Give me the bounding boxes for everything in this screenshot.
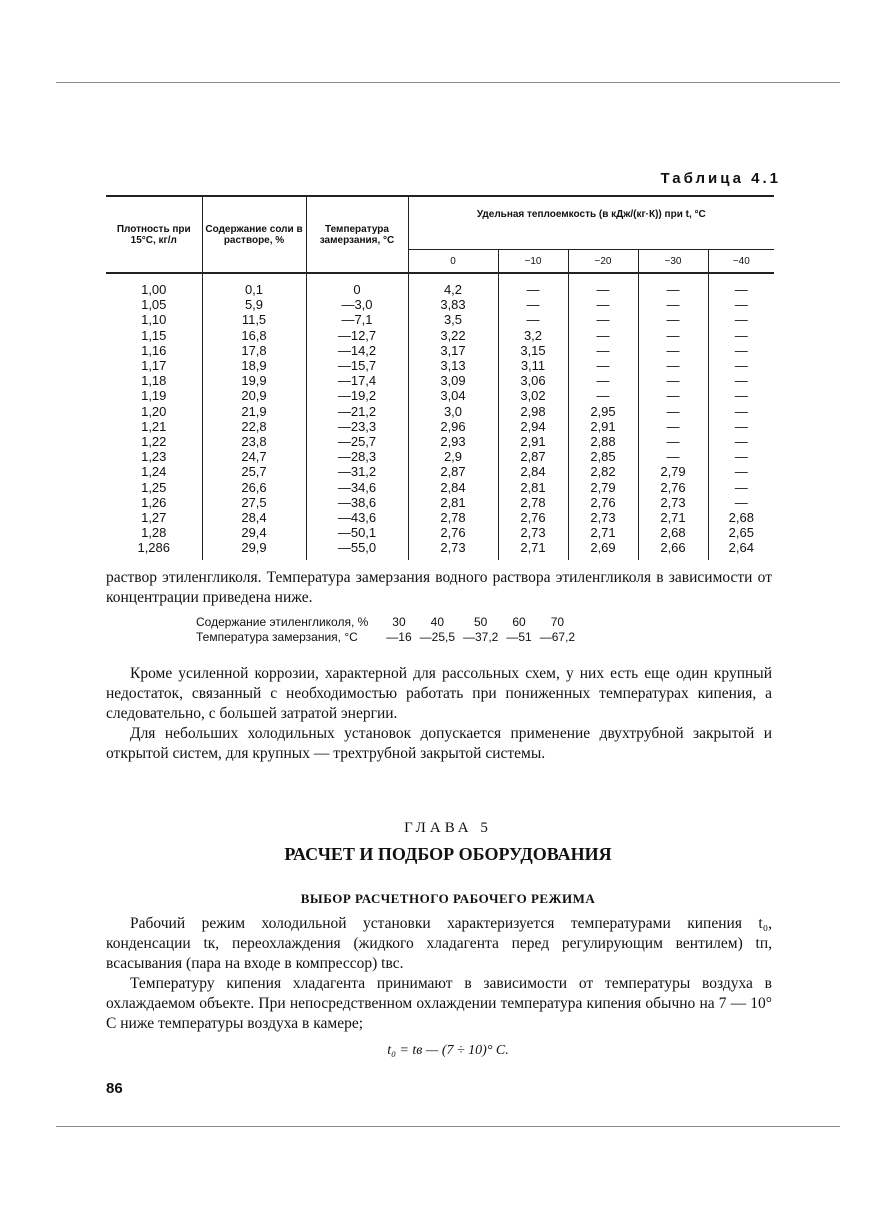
page-number: 86 bbox=[106, 1080, 123, 1097]
cp-30-cell: — bbox=[638, 419, 708, 434]
table-row bbox=[106, 434, 774, 449]
glycol-temp-value: —25,5 bbox=[419, 630, 455, 644]
glycol-content-value: 30 bbox=[392, 615, 406, 629]
cp-40-cell: — bbox=[708, 480, 774, 495]
cp-30-cell: 2,71 bbox=[638, 510, 708, 525]
salt-cell: 22,8 bbox=[202, 419, 306, 434]
freezing-cell: —25,7 bbox=[306, 434, 408, 449]
freezing-cell: —38,6 bbox=[306, 495, 408, 510]
cp-10-cell: 2,84 bbox=[498, 464, 568, 479]
header-freezing: Температура замерзания, °С bbox=[306, 196, 408, 273]
cp-30-cell: 2,66 bbox=[638, 540, 708, 559]
table-row bbox=[106, 328, 774, 343]
freezing-cell: —43,6 bbox=[306, 510, 408, 525]
cp-30-cell: — bbox=[638, 343, 708, 358]
cp-10-cell: 2,73 bbox=[498, 525, 568, 540]
salt-cell: 27,5 bbox=[202, 495, 306, 510]
table-row bbox=[106, 297, 774, 312]
cp-40-cell: — bbox=[708, 419, 774, 434]
cp-0-cell: 3,5 bbox=[408, 312, 498, 327]
glycol-temp-label: Температура замерзания, °С bbox=[196, 630, 358, 644]
paragraph-boiling-temp: Температуру кипения хладагента принимают в зависимости от температуры воздуха в охлаждаемом объекте. При непосредственном охлаждении температура кипения обычно на 7 — 10° С ниже температуры воздуха в камере; bbox=[106, 975, 772, 1032]
cp-20-cell: 2,95 bbox=[568, 404, 638, 419]
table-row bbox=[106, 404, 774, 419]
salt-cell: 17,8 bbox=[202, 343, 306, 358]
cp-40-cell: — bbox=[708, 373, 774, 388]
freezing-cell: —21,2 bbox=[306, 404, 408, 419]
paragraph-systems: Для небольших холодильных установок допускается применение двухтрубной закрытой и открытой систем, для крупных — трехтрубной закрытой системы. bbox=[106, 725, 772, 762]
table-row bbox=[106, 358, 774, 373]
salt-cell: 28,4 bbox=[202, 510, 306, 525]
cp-10-cell: 2,81 bbox=[498, 480, 568, 495]
salt-cell: 29,9 bbox=[202, 540, 306, 559]
density-cell: 1,17 bbox=[141, 358, 167, 374]
freezing-cell: —12,7 bbox=[306, 328, 408, 343]
salt-cell: 21,9 bbox=[202, 404, 306, 419]
cp-20-cell: — bbox=[568, 343, 638, 358]
cp-0-cell: 2,9 bbox=[408, 449, 498, 464]
salt-cell: 0,1 bbox=[202, 273, 306, 297]
cp-20-cell: 2,69 bbox=[568, 540, 638, 559]
salt-cell: 16,8 bbox=[202, 328, 306, 343]
density-cell: 1,23 bbox=[141, 449, 167, 465]
table-row bbox=[106, 343, 774, 358]
glycol-temp-row bbox=[192, 630, 579, 645]
glycol-temp-value: —16 bbox=[386, 630, 412, 644]
formula: t₀ = tв — (7 ÷ 10)° С. bbox=[387, 1043, 509, 1058]
table-row bbox=[106, 495, 774, 510]
freezing-cell: —3,0 bbox=[306, 297, 408, 312]
salt-cell: 11,5 bbox=[202, 312, 306, 327]
header-temp-10: −10 bbox=[498, 250, 568, 274]
cp-0-cell: 2,84 bbox=[408, 480, 498, 495]
salt-cell: 26,6 bbox=[202, 480, 306, 495]
cp-10-cell: 2,94 bbox=[498, 419, 568, 434]
cp-30-cell: — bbox=[638, 358, 708, 373]
salt-cell: 29,4 bbox=[202, 525, 306, 540]
cp-10-cell: 2,76 bbox=[498, 510, 568, 525]
salt-cell: 5,9 bbox=[202, 297, 306, 312]
cp-10-cell: — bbox=[498, 297, 568, 312]
header-temp-0: 0 bbox=[408, 250, 498, 274]
density-cell: 1,05 bbox=[141, 297, 167, 313]
chapter-title: РАСЧЕТ И ПОДБОР ОБОРУДОВАНИЯ bbox=[284, 844, 612, 864]
freezing-cell: —19,2 bbox=[306, 388, 408, 403]
salt-cell: 20,9 bbox=[202, 388, 306, 403]
glycol-temp-value: —67,2 bbox=[539, 630, 576, 644]
glycol-content-value: 70 bbox=[550, 615, 565, 629]
cp-30-cell: — bbox=[638, 404, 708, 419]
cp-40-cell: — bbox=[708, 495, 774, 510]
freezing-cell: —34,6 bbox=[306, 480, 408, 495]
cp-10-cell: 2,91 bbox=[498, 434, 568, 449]
freezing-cell: —55,0 bbox=[306, 540, 408, 559]
density-cell: 1,26 bbox=[141, 494, 167, 510]
cp-30-cell: — bbox=[638, 373, 708, 388]
cp-20-cell: 2,88 bbox=[568, 434, 638, 449]
freezing-cell: —15,7 bbox=[306, 358, 408, 373]
glycol-content-row bbox=[192, 615, 579, 630]
glycol-content-value: 40 bbox=[430, 615, 444, 629]
header-salt: Содержание соли в растворе, % bbox=[202, 196, 306, 273]
table-row bbox=[106, 419, 774, 434]
table-row bbox=[106, 373, 774, 388]
cp-0-cell: 3,04 bbox=[408, 388, 498, 403]
cp-40-cell: — bbox=[708, 404, 774, 419]
table-row bbox=[106, 312, 774, 327]
table-row bbox=[106, 388, 774, 403]
cp-40-cell: 2,68 bbox=[708, 510, 774, 525]
density-cell: 1,21 bbox=[141, 418, 167, 434]
glycol-table bbox=[192, 615, 579, 645]
chapter-label: ГЛАВА 5 bbox=[404, 820, 492, 836]
cp-30-cell: 2,76 bbox=[638, 480, 708, 495]
density-cell: 1,00 bbox=[141, 282, 167, 297]
glycol-temp-value: —51 bbox=[506, 630, 532, 644]
cp-40-cell: 2,65 bbox=[708, 525, 774, 540]
salt-cell: 18,9 bbox=[202, 358, 306, 373]
cp-0-cell: 3,17 bbox=[408, 343, 498, 358]
cp-0-cell: 2,96 bbox=[408, 419, 498, 434]
cp-40-cell: — bbox=[708, 388, 774, 403]
cp-20-cell: 2,76 bbox=[568, 495, 638, 510]
cp-30-cell: — bbox=[638, 388, 708, 403]
density-cell: 1,16 bbox=[141, 342, 167, 358]
freezing-cell: —23,3 bbox=[306, 419, 408, 434]
paragraph-operating-mode: Рабочий режим холодильной установки характеризуется температурами кипения t₀, конденсации tк, переохлаждения (жидкого хладагента перед регулирующим вентилем) tп, всасывания (пара на входе в компрессор) tвс. bbox=[106, 915, 772, 972]
freezing-cell: —17,4 bbox=[306, 373, 408, 388]
cp-0-cell: 2,76 bbox=[408, 525, 498, 540]
density-cell: 1,27 bbox=[141, 510, 167, 526]
cp-30-cell: 2,68 bbox=[638, 525, 708, 540]
cp-30-cell: — bbox=[638, 449, 708, 464]
cp-40-cell: — bbox=[708, 312, 774, 327]
header-heat-capacity: Удельная теплоемкость (в кДж/(кг·К)) при t, °С bbox=[408, 196, 774, 250]
glycol-content-label: Содержание этиленгликоля, % bbox=[196, 615, 369, 629]
cp-0-cell: 3,09 bbox=[408, 373, 498, 388]
section-title: ВЫБОР РАСЧЕТНОГО РАБОЧЕГО РЕЖИМА bbox=[300, 891, 596, 906]
cp-10-cell: 2,98 bbox=[498, 404, 568, 419]
freezing-cell: —14,2 bbox=[306, 343, 408, 358]
cp-30-cell: — bbox=[638, 328, 708, 343]
cp-10-cell: 3,11 bbox=[498, 358, 568, 373]
table-row bbox=[106, 464, 774, 479]
cp-10-cell: 2,87 bbox=[498, 449, 568, 464]
heat-capacity-table bbox=[106, 195, 774, 560]
cp-40-cell: — bbox=[708, 464, 774, 479]
header-temp-20: −20 bbox=[568, 250, 638, 274]
freezing-cell: —31,2 bbox=[306, 464, 408, 479]
cp-40-cell: — bbox=[708, 328, 774, 343]
freezing-cell: —50,1 bbox=[306, 525, 408, 540]
cp-20-cell: — bbox=[568, 297, 638, 312]
table-row bbox=[106, 510, 774, 525]
paragraph-corrosion: Кроме усиленной коррозии, характерной для рассольных схем, у них есть еще один крупный недостаток, связанный с необходимостью работать при пониженных температурах кипения, а следовательно, с большей затратой энергии. bbox=[106, 665, 772, 722]
glycol-temp-value: —37,2 bbox=[463, 630, 499, 644]
header-density: Плотность при 15°С, кг/л bbox=[106, 196, 202, 273]
table-row bbox=[106, 449, 774, 464]
cp-40-cell: — bbox=[708, 343, 774, 358]
cp-20-cell: — bbox=[568, 328, 638, 343]
density-cell: 1,20 bbox=[141, 403, 167, 419]
glycol-content-value: 60 bbox=[512, 615, 526, 629]
cp-20-cell: — bbox=[568, 388, 638, 403]
cp-20-cell: 2,73 bbox=[568, 510, 638, 525]
table-body bbox=[106, 273, 774, 560]
cp-20-cell: 2,85 bbox=[568, 449, 638, 464]
cp-30-cell: 2,73 bbox=[638, 495, 708, 510]
cp-10-cell: — bbox=[498, 312, 568, 327]
cp-10-cell: 2,78 bbox=[498, 495, 568, 510]
density-cell: 1,15 bbox=[141, 327, 167, 343]
cp-0-cell: 3,22 bbox=[408, 328, 498, 343]
cp-20-cell: 2,71 bbox=[568, 525, 638, 540]
salt-cell: 25,7 bbox=[202, 464, 306, 479]
density-cell: 1,22 bbox=[141, 434, 167, 450]
cp-0-cell: 2,81 bbox=[408, 495, 498, 510]
cp-20-cell: — bbox=[568, 373, 638, 388]
density-cell: 1,18 bbox=[141, 373, 167, 389]
density-cell: 1,24 bbox=[141, 464, 167, 480]
cp-20-cell: — bbox=[568, 358, 638, 373]
table-row bbox=[106, 540, 774, 559]
bottom-rule bbox=[56, 1126, 840, 1127]
cp-40-cell: — bbox=[708, 273, 774, 297]
header-temp-40: −40 bbox=[708, 250, 774, 274]
cp-0-cell: 3,0 bbox=[408, 404, 498, 419]
cp-10-cell: 3,2 bbox=[498, 328, 568, 343]
freezing-cell: 0 bbox=[306, 273, 408, 297]
cp-40-cell: 2,64 bbox=[708, 540, 774, 559]
paragraph-glycol-intro: раствор этиленгликоля. Температура замерзания водного раствора этиленгликоля в зависимости от концентрации приведена ниже. bbox=[106, 569, 772, 606]
freezing-cell: —7,1 bbox=[306, 312, 408, 327]
cp-30-cell: 2,79 bbox=[638, 464, 708, 479]
cp-10-cell: 3,06 bbox=[498, 373, 568, 388]
cp-0-cell: 4,2 bbox=[408, 273, 498, 297]
cp-40-cell: — bbox=[708, 297, 774, 312]
cp-20-cell: 2,82 bbox=[568, 464, 638, 479]
cp-20-cell: 2,91 bbox=[568, 419, 638, 434]
cp-0-cell: 2,93 bbox=[408, 434, 498, 449]
cp-10-cell: 3,02 bbox=[498, 388, 568, 403]
cp-0-cell: 2,78 bbox=[408, 510, 498, 525]
cp-30-cell: — bbox=[638, 312, 708, 327]
cp-0-cell: 3,83 bbox=[408, 297, 498, 312]
density-cell: 1,286 bbox=[137, 540, 171, 556]
header-temp-30: −30 bbox=[638, 250, 708, 274]
table-row bbox=[106, 480, 774, 495]
cp-10-cell: — bbox=[498, 273, 568, 297]
cp-0-cell: 2,87 bbox=[408, 464, 498, 479]
density-cell: 1,25 bbox=[141, 479, 167, 495]
density-cell: 1,10 bbox=[141, 312, 167, 328]
cp-30-cell: — bbox=[638, 273, 708, 297]
top-rule bbox=[56, 82, 840, 83]
table-caption: Таблица 4.1 bbox=[660, 170, 781, 187]
cp-10-cell: 2,71 bbox=[498, 540, 568, 559]
freezing-cell: —28,3 bbox=[306, 449, 408, 464]
text-block-operating-mode bbox=[106, 914, 772, 1034]
salt-cell: 24,7 bbox=[202, 449, 306, 464]
table-row bbox=[106, 525, 774, 540]
cp-40-cell: — bbox=[708, 449, 774, 464]
cp-40-cell: — bbox=[708, 434, 774, 449]
density-cell: 1,19 bbox=[141, 388, 167, 404]
cp-20-cell: 2,79 bbox=[568, 480, 638, 495]
cp-20-cell: — bbox=[568, 273, 638, 297]
cp-20-cell: — bbox=[568, 312, 638, 327]
cp-10-cell: 3,15 bbox=[498, 343, 568, 358]
glycol-content-value: 50 bbox=[474, 615, 488, 629]
cp-0-cell: 3,13 bbox=[408, 358, 498, 373]
cp-40-cell: — bbox=[708, 358, 774, 373]
density-cell: 1,28 bbox=[141, 525, 167, 541]
salt-cell: 23,8 bbox=[202, 434, 306, 449]
text-block-corrosion bbox=[106, 664, 772, 764]
table-row bbox=[106, 273, 774, 297]
salt-cell: 19,9 bbox=[202, 373, 306, 388]
cp-30-cell: — bbox=[638, 434, 708, 449]
cp-0-cell: 2,73 bbox=[408, 540, 498, 559]
cp-30-cell: — bbox=[638, 297, 708, 312]
